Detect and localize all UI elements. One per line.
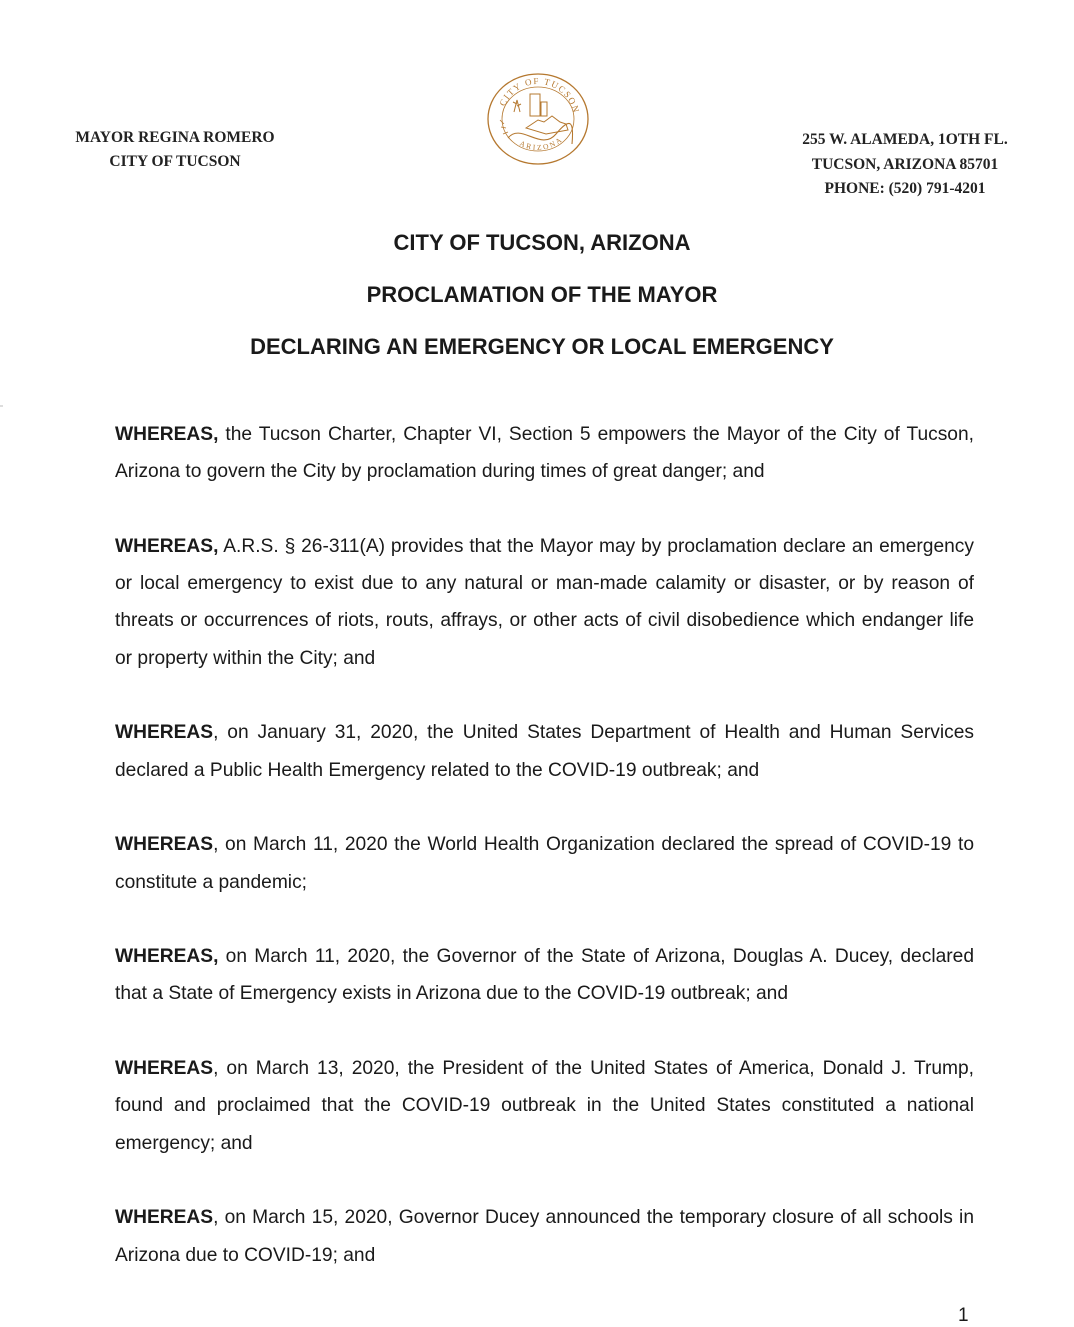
- proclamation-body: [115, 416, 974, 1311]
- whereas-clause: [115, 416, 974, 491]
- whereas-clause: [115, 826, 974, 901]
- office-name: CITY OF TUCSON: [109, 153, 241, 170]
- letterhead-address: [770, 128, 1040, 202]
- clause-text: on March 11, 2020, the Governor of the State of Arizona, Douglas A. Ducey, declared that a State of Emergency exists in Arizona due to the COVID-19 outbreak; and: [115, 946, 974, 1005]
- phone-number: PHONE: (520) 791-4201: [824, 180, 986, 197]
- clause-text: , on March 13, 2020, the President of the United States of America, Donald J. Trump, found and proclaimed that the COVID-19 outbreak in the United States constituted a national emergency; and: [115, 1058, 974, 1154]
- seal-bottom-text: ARIZONA: [518, 134, 565, 153]
- clause-lead: WHEREAS,: [115, 535, 219, 557]
- clause-lead: WHEREAS,: [115, 424, 219, 445]
- whereas-clause: [115, 1199, 974, 1274]
- street-address: 255 W. ALAMEDA, 1OTH FL.: [802, 131, 1008, 148]
- mayor-name: MAYOR REGINA ROMERO: [75, 129, 275, 146]
- whereas-clause: [115, 1050, 974, 1162]
- title-declaration: DECLARING AN EMERGENCY OR LOCAL EMERGENCY: [250, 334, 834, 359]
- scan-artifact: [0, 405, 3, 407]
- clause-text: A.R.S. § 26-311(A) provides that the Mayor may by proclamation declare an emergency or local emergency to exist due to any natural or man-made calamity or disaster, or by reason of threats or occurrences of riots, routs, affrays, or other acts of civil disobedience which endanger life or property within the City; and: [115, 535, 974, 669]
- title-city: CITY OF TUCSON, ARIZONA: [393, 230, 691, 255]
- clause-text: , on January 31, 2020, the United States Department of Health and Human Services declared a Public Health Emergency related to the COVID-19 outbreak; and: [115, 722, 974, 781]
- whereas-clause: [115, 714, 974, 789]
- letterhead-mayor: [40, 126, 310, 174]
- seal-top-text: CITY OF TUCSON: [497, 75, 582, 115]
- clause-lead: WHEREAS,: [115, 946, 219, 968]
- clause-lead: WHEREAS: [115, 1207, 214, 1229]
- city-seal-icon: [486, 72, 590, 166]
- clause-lead: WHEREAS: [115, 834, 214, 856]
- clause-text: , on March 11, 2020 the World Health Organization declared the spread of COVID-19 to constitute a pandemic;: [115, 834, 974, 893]
- clause-text: the Tucson Charter, Chapter VI, Section 5 empowers the Mayor of the City of Tucson, Arizona to govern the City by proclamation during times of great danger; and: [115, 424, 974, 483]
- page-number: 1: [958, 1305, 969, 1326]
- city-state-zip: TUCSON, ARIZONA 85701: [811, 155, 999, 173]
- clause-lead: WHEREAS: [115, 722, 214, 744]
- document-titles: [0, 228, 1074, 384]
- whereas-clause: [115, 528, 974, 677]
- title-proclamation: PROCLAMATION OF THE MAYOR: [366, 282, 718, 307]
- clause-text: , on March 15, 2020, Governor Ducey announced the temporary closure of all schools in Arizona due to COVID-19; and: [115, 1207, 974, 1266]
- clause-lead: WHEREAS: [115, 1058, 214, 1080]
- whereas-clause: [115, 938, 974, 1013]
